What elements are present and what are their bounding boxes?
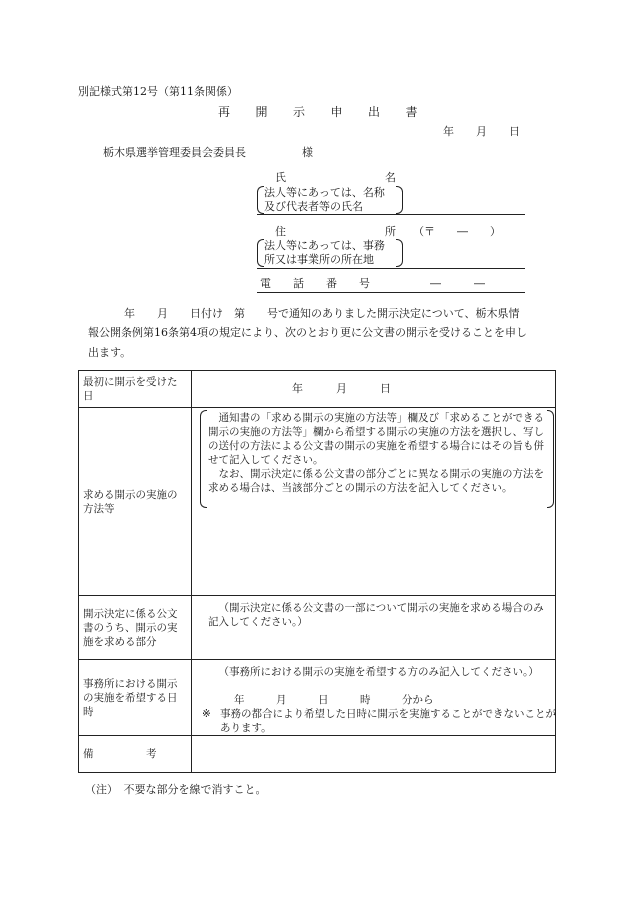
first-disclosure-date-field[interactable] xyxy=(192,371,556,408)
address-label: 住 所 xyxy=(275,225,396,238)
table-row-office-datetime xyxy=(79,660,556,736)
request-table xyxy=(78,370,556,773)
name-note-line1: 法人等にあっては、名称 xyxy=(264,186,385,199)
requested-portion-note: （開示決定に係る公文書の一部について開示の実施を求める場合のみ記入してください。） xyxy=(208,602,544,628)
method-instructions-1: 通知書の「求める開示の実施の方法等」欄及び「求めることができる開示の実施の方法等」欄から希望する開示の実施の方法を選択し、写しの送付の方法による公文書の開示の実施を希望する場合にはその旨も併せて記入してください。 xyxy=(208,412,544,466)
table-row-requested-portion xyxy=(79,596,556,660)
method-field[interactable] xyxy=(192,408,556,596)
method-label: 求める開示の実施の方法等 xyxy=(79,408,192,596)
remarks-label: 備 考 xyxy=(79,736,192,773)
method-note-bracket-right xyxy=(547,410,554,508)
table-row-remarks xyxy=(79,736,556,773)
address-note-line2: 所又は事業所の所在地 xyxy=(264,253,374,266)
method-note-bracket-left xyxy=(200,410,207,508)
method-instructions-2: なお、開示決定に係る公文書の部分ごとに異なる開示の実施の方法を求める場合は、当該部分ごとの開示の方法を記入してください。 xyxy=(208,468,544,494)
address-note-bracket-right xyxy=(396,239,403,267)
office-datetime-field[interactable] xyxy=(192,660,556,736)
table-row-method xyxy=(79,408,556,596)
intro-line2: 報公開条例第16条第4項の規定により、次のとおり更に公文書の開示を受けることを申し xyxy=(88,326,527,339)
office-datetime-caution: 事務の都合により希望した日時に開示を実施することができないことがあります。 xyxy=(220,708,556,734)
address-note-bracket-left xyxy=(257,239,264,267)
phone-value[interactable]: ― ― xyxy=(430,277,485,290)
intro-line1: 年 月 日付け 第 号で通知のありました開示決定について、栃木県情 xyxy=(124,307,520,320)
date-line[interactable]: 年 月 日 xyxy=(443,125,520,138)
footnote: （注） 不要な部分を線で消すこと。 xyxy=(85,783,267,796)
postal-code[interactable]: （〒 ― ） xyxy=(413,225,501,238)
name-entry-line[interactable] xyxy=(257,214,525,215)
first-disclosure-date-value: 年 月 日 xyxy=(292,382,391,395)
form-title: 再 開 示 申 出 書 xyxy=(218,105,419,119)
office-datetime-asterisk: ※ xyxy=(202,708,211,720)
phone-label: 電 話 番 号 xyxy=(260,277,370,290)
intro-line3: 出ます。 xyxy=(88,346,132,359)
address-note-line1: 法人等にあっては、事務 xyxy=(264,239,385,252)
name-note-bracket-right xyxy=(396,186,403,214)
first-disclosure-date-label: 最初に開示を受けた日 xyxy=(79,371,192,408)
form-id: 別記様式第12号（第11条関係） xyxy=(78,85,238,98)
office-datetime-label: 事務所における開示の実施を希望する日時 xyxy=(79,660,192,736)
addressee: 栃木県選挙管理委員会委員長 xyxy=(103,146,246,159)
requested-portion-label: 開示決定に係る公文書のうち、開示の実施を求める部分 xyxy=(79,596,192,660)
office-datetime-value[interactable]: 年 月 日 時 分から xyxy=(234,694,434,706)
address-entry-line[interactable] xyxy=(257,268,525,269)
requested-portion-field[interactable] xyxy=(192,596,556,660)
office-datetime-note: （事務所における開示の実施を希望する方のみ記入してください。） xyxy=(218,666,539,678)
name-note-bracket-left xyxy=(257,186,264,214)
table-row-first-disclosure-date xyxy=(79,371,556,408)
remarks-field[interactable] xyxy=(192,736,556,773)
name-label: 氏 名 xyxy=(275,171,396,184)
honorific: 様 xyxy=(302,146,313,159)
name-note-line2: 及び代表者等の氏名 xyxy=(264,200,363,213)
phone-entry-line[interactable] xyxy=(257,292,525,293)
